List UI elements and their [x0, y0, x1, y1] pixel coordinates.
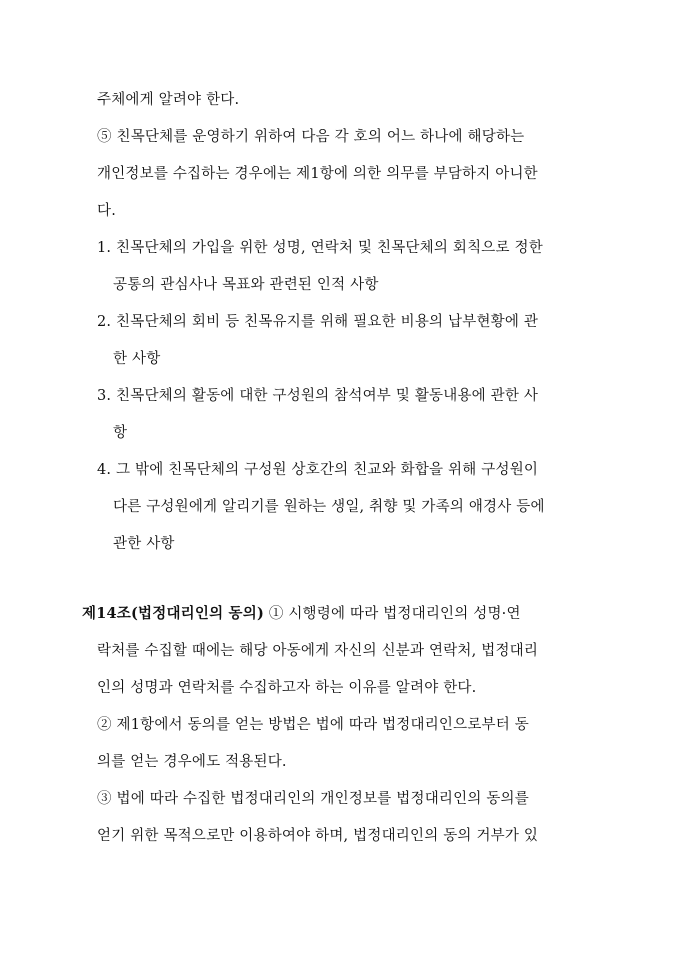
article-14-line-2: 락처를 수집할 때에는 해당 아동에게 자신의 신분과 연락처, 법정대리 — [97, 643, 539, 659]
article-14-clause-3-line-1: ③ 법에 따라 수집한 법정대리인의 개인정보를 법정대리인의 동의를 — [97, 791, 529, 807]
clause-5-line-2: 개인정보를 수집하는 경우에는 제1항에 의한 의무를 부담하지 아니한 — [97, 166, 538, 182]
article-14-clause-2-line-1: ② 제1항에서 동의를 얻는 방법은 법에 따라 법정대리인으로부터 동 — [97, 717, 529, 733]
list-item-1-line-2: 공통의 관심사나 목표와 관련된 인적 사항 — [113, 277, 379, 293]
list-item-4-line-2: 다른 구성원에게 알리기를 원하는 생일, 취향 및 가족의 애경사 등에 — [113, 499, 545, 515]
list-item-4-line-3: 관한 사항 — [113, 536, 175, 552]
article-14-clause-3-line-2: 얻기 위한 목적으로만 이용하여야 하며, 법정대리인의 동의 거부가 있 — [97, 828, 539, 844]
paragraph-continuation: 주체에게 알려야 한다. — [97, 92, 240, 108]
article-14-clause-2-line-2: 의를 얻는 경우에도 적용된다. — [97, 754, 287, 770]
list-item-1-line-1: 1. 친목단체의 가입을 위한 성명, 연락처 및 친목단체의 회칙으로 정한 — [97, 240, 543, 256]
article-14-line-3: 인의 성명과 연락처를 수집하고자 하는 이유를 알려야 한다. — [97, 680, 477, 696]
article-14-line-1-text: ① 시행령에 따라 법정대리인의 성명·연 — [264, 606, 521, 622]
list-item-3-line-2: 항 — [113, 425, 128, 441]
list-item-2-line-2: 한 사항 — [113, 351, 161, 367]
list-item-3-line-1: 3. 친목단체의 활동에 대한 구성원의 참석여부 및 활동내용에 관한 사 — [97, 388, 539, 404]
clause-5-line-1: ⑤ 친목단체를 운영하기 위하여 다음 각 호의 어느 하나에 해당하는 — [97, 129, 525, 145]
list-item-2-line-1: 2. 친목단체의 회비 등 친목유지를 위해 필요한 비용의 납부현황에 관 — [97, 314, 539, 330]
article-14-heading: 제14조(법정대리인의 동의) — [82, 605, 265, 622]
article-14-line-1 — [82, 604, 521, 624]
list-item-4-line-1: 4. 그 밖에 친목단체의 구성원 상호간의 친교와 화합을 위해 구성원이 — [97, 462, 539, 478]
clause-5-line-3: 다. — [97, 203, 117, 219]
